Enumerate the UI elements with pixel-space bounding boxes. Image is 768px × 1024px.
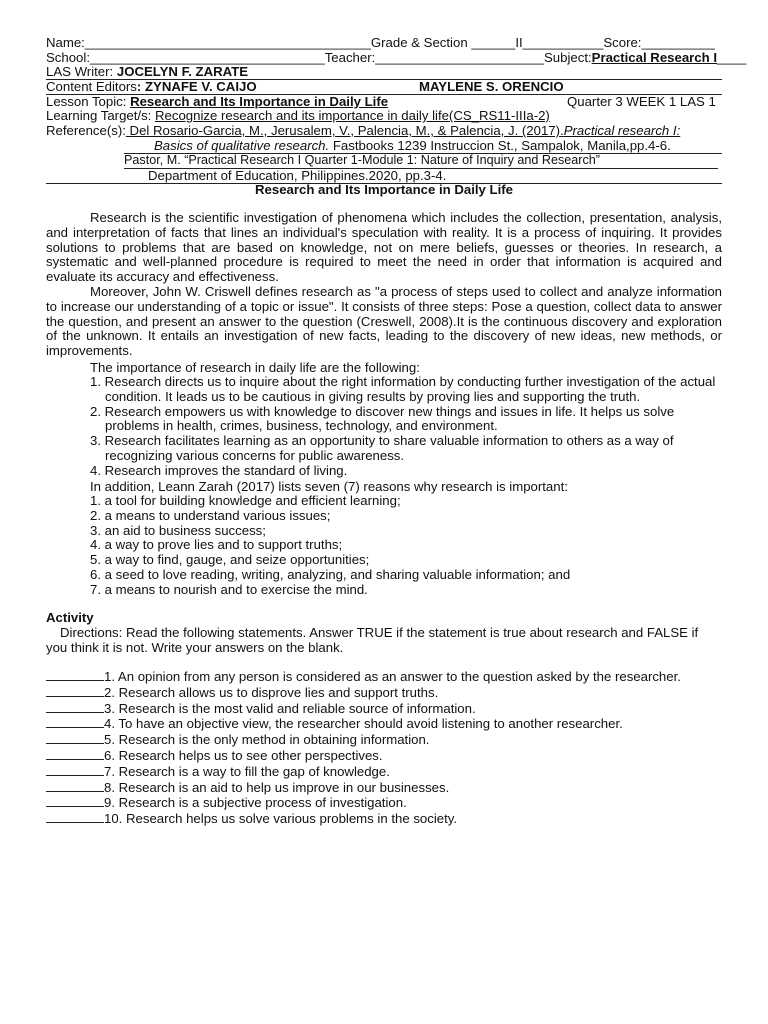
reason-item: 6. a seed to love reading, writing, analyzing, and sharing valuable information; and (90, 566, 571, 582)
learning-target-row (46, 108, 550, 123)
reference-row-2 (124, 138, 722, 154)
lesson-topic-row (46, 94, 722, 109)
importance-intro: The importance of research in daily life are the following: (90, 360, 420, 375)
school-label: School: (46, 50, 90, 65)
reference-2a: Basics of qualitative research. (154, 138, 330, 153)
subject-tail: ____ (717, 50, 747, 65)
learning-target-label: Learning Target/s: (46, 108, 152, 123)
answer-blank[interactable] (46, 669, 104, 681)
lesson-topic-value: Research and Its Importance in Daily Life (130, 94, 389, 109)
header-school-row (46, 50, 746, 65)
answer-blank[interactable] (46, 764, 104, 776)
activity-heading: Activity (46, 610, 94, 625)
reference-label: Reference(s): (46, 123, 126, 138)
answer-blank[interactable] (46, 795, 104, 807)
importance-item-2: 2. Research empowers us with knowledge to discover new things and issues in life. It helps us solve problems in health, crimes, business, technology, and environment. (90, 403, 675, 434)
activity-item-text: 4. To have an objective view, the researcher should avoid listening to another researcher. (104, 716, 623, 732)
activity-item-text: 5. Research is the only method in obtaining information. (104, 732, 430, 748)
activity-item (46, 685, 722, 701)
activity-item-text: 8. Research is an aid to help us improve in our businesses. (104, 779, 450, 795)
reference-4: Department of Education, Philippines.2020, pp.3-4. (148, 168, 447, 183)
zarah-intro: In addition, Leann Zarah (2017) lists seven (7) reasons why research is important: (90, 479, 568, 494)
activity-item (46, 811, 722, 827)
header-name-row (46, 35, 715, 50)
activity-item (46, 716, 722, 732)
activity-item (46, 669, 722, 685)
activity-item-text: 10. Research helps us solve various problems in the society. (104, 811, 458, 827)
activity-item-text: 3. Research is the most valid and reliable source of information. (104, 700, 476, 716)
activity-item (46, 732, 722, 748)
score-blank[interactable]: __________ (641, 35, 715, 50)
reason-item: 3. an aid to business success; (90, 522, 266, 538)
paragraph-1: Research is the scientific investigation of phenomena which includes the collection, presentation, analysis, and interpretation of facts that lines an individual's speculation with reality. It is a process of inquiring. It provides solutions to problems that are based on knowledge, not on mere beliefs, guesses or theories. In research, a systematic and well-planned procedure is required to meet the need in order that information is acquired and evaluate its accuracy and effectiveness. (46, 210, 722, 285)
subject-label: Subject: (544, 50, 592, 65)
activity-item (46, 701, 722, 717)
answer-blank[interactable] (46, 732, 104, 744)
importance-item-4: 4. Research improves the standard of living. (90, 462, 348, 478)
reason-item: 7. a means to nourish and to exercise the mind. (90, 581, 368, 597)
name-label: Name: (46, 35, 85, 50)
las-writer-label: LAS Writer: (46, 64, 114, 79)
answer-blank[interactable] (46, 685, 104, 697)
answer-blank[interactable] (46, 701, 104, 713)
reasons-list (90, 494, 722, 598)
grade-blank[interactable]: ___________ (522, 35, 604, 50)
reason-item: 4. a way to prove lies and to support truths; (90, 537, 343, 553)
score-label: Score: (603, 35, 642, 50)
activity-item-text: 7. Research is a way to fill the gap of knowledge. (104, 763, 390, 779)
teacher-label: Teacher: (324, 50, 376, 65)
learning-target-value: Recognize research and its importance in daily life(CS_RS11-IIIa-2) (155, 108, 550, 123)
answer-blank[interactable] (46, 748, 104, 760)
lesson-topic-label: Lesson Topic: (46, 94, 127, 109)
activity-item (46, 795, 722, 811)
reference-1b: Practical research I: (563, 123, 681, 138)
importance-item-3: 3. Research facilitates learning as an opportunity to share valuable information to others as a way of recognizing various concerns for public awareness. (90, 433, 674, 463)
answer-blank[interactable] (46, 780, 104, 792)
reference-1a: Del Rosario-Garcia, M., Jerusalem, V., Palencia, M., & Palencia, J. (2017). (125, 123, 564, 138)
reason-item: 5. a way to find, gauge, and seize opportunities; (90, 552, 370, 568)
content-editors-row (46, 79, 722, 95)
reason-item: 1. a tool for building knowledge and efficient learning; (90, 493, 401, 508)
content-editors-label: Content Editors (46, 79, 137, 94)
reference-row-3 (124, 153, 718, 169)
grade-label: Grade & Section ______ (370, 35, 516, 50)
content-editors-value-2: MAYLENE S. ORENCIO (419, 79, 564, 94)
answer-blank[interactable] (46, 811, 104, 823)
activity-item (46, 780, 722, 796)
activity-item-text: 9. Research is a subjective process of investigation. (104, 795, 407, 811)
reference-2b: Fastbooks 1239 Instruccion St., Sampalok, Manila,pp.4-6. (329, 138, 671, 153)
teacher-blank[interactable]: _______________________ (375, 50, 544, 65)
reference-3b: Module 1: Nature (361, 153, 459, 167)
content-editors-value-1: : ZYNAFE V. CAIJO (136, 79, 257, 94)
paragraph-2: Moreover, John W. Criswell defines research as "a process of steps used to collect and analyze information to increase our understanding of a topic or issue". It consists of three steps: Pose a question, collect data to answer the question, and present an answer to the question (Creswell, 2008).It is the continuous discovery and exploration of the unknown. It entails an investigation of new facts, leading to the discovery of new ideas, new methods, or improvements. (46, 284, 722, 359)
reference-row-1 (46, 123, 722, 138)
activity-directions: Directions: Read the following statements. Answer TRUE if the statement is true about research and FALSE if you think it is not. Write your answers on the blank. (46, 625, 699, 655)
importance-list (90, 375, 722, 479)
las-writer-value: JOCELYN F. ZARATE (116, 64, 249, 79)
grade-value: II (515, 35, 523, 50)
activity-items (46, 669, 722, 827)
activity-item (46, 748, 722, 764)
quarter-label: Quarter 3 WEEK 1 LAS 1 (567, 94, 716, 109)
activity-item-text: 2. Research allows us to disprove lies and support truths. (104, 684, 439, 700)
importance-item-1: 1. Research directs us to inquire about the right information by conducting further investigation of the actual condition. It leads us to be cautious in giving results by proving lies and supporting the truth. (90, 374, 716, 404)
activity-item-text: 1. An opinion from any person is considered as an answer to the question asked by the researcher. (104, 669, 681, 684)
reason-item: 2. a means to understand various issues; (90, 507, 331, 523)
las-writer-row (46, 64, 722, 80)
page-title: Research and Its Importance in Daily Life (255, 182, 513, 197)
reference-3a: Pastor, M. “Practical Research I Quarter 1- (124, 153, 362, 167)
reference-3c: of Inquiry and Research” (458, 153, 600, 167)
name-blank[interactable]: _______________________________________ (84, 35, 371, 50)
school-blank[interactable]: ________________________________ (90, 50, 325, 65)
activity-item-text: 6. Research helps us to see other perspectives. (104, 747, 383, 763)
subject-value: Practical Research I (591, 50, 718, 65)
answer-blank[interactable] (46, 716, 104, 728)
activity-item (46, 764, 722, 780)
